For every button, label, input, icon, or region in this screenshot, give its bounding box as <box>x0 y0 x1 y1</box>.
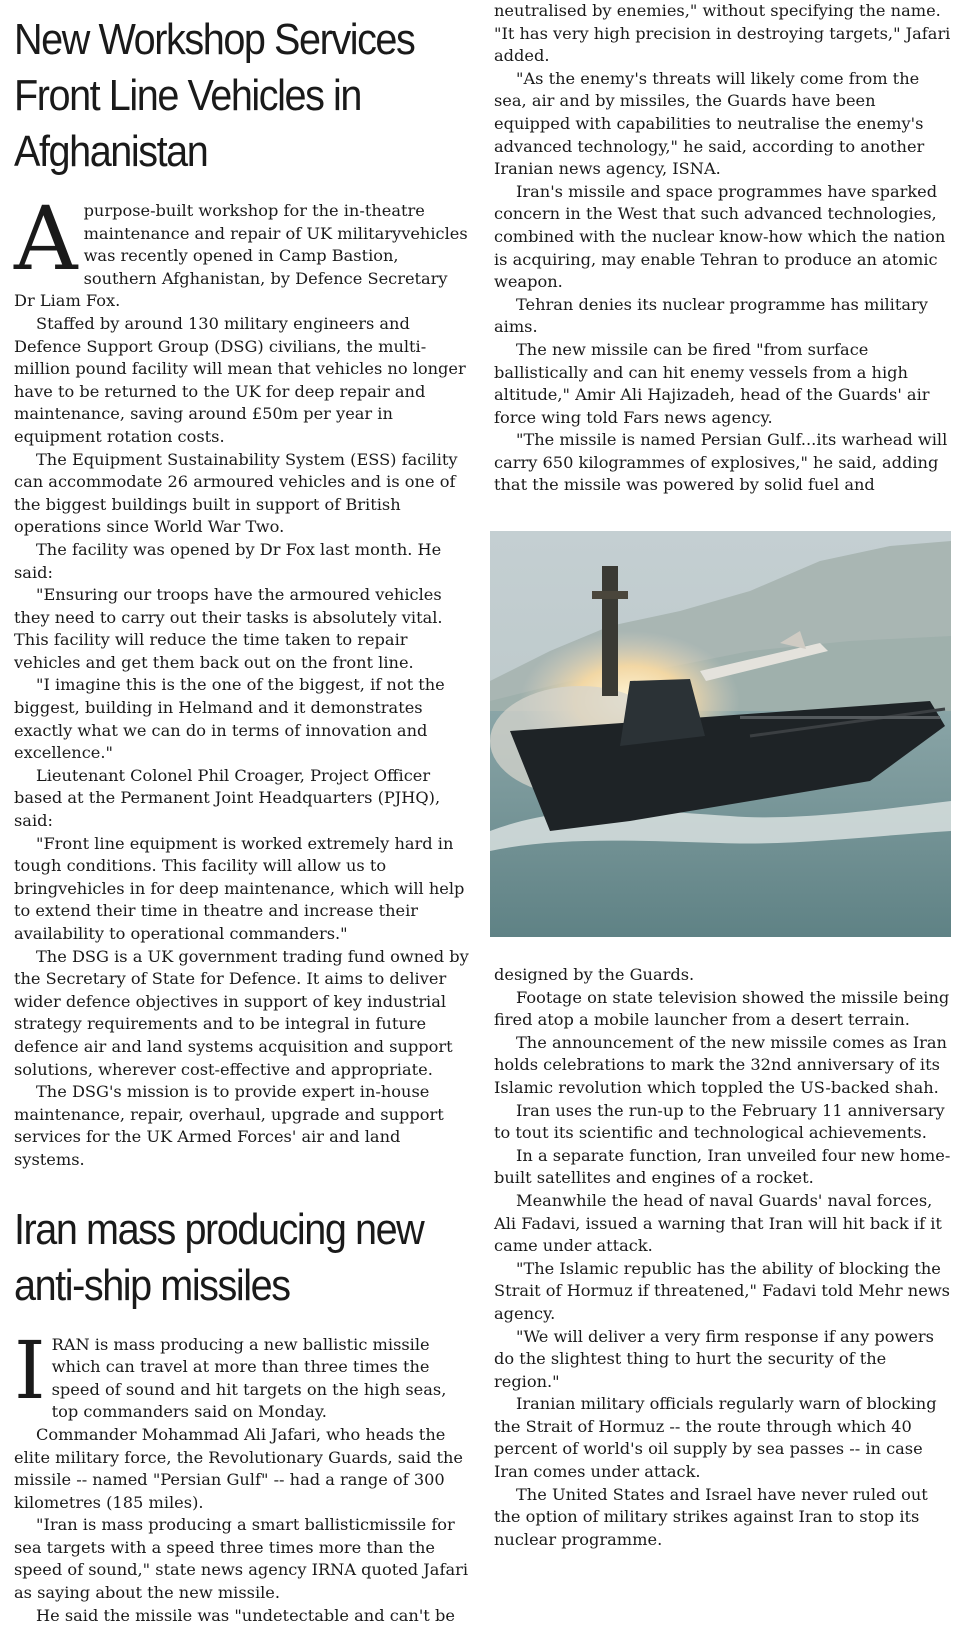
body-paragraph: The DSG's mission is to provide expert in-house maintenance, repair, overhaul, upgrade and support services for the UK Armed Forces' air and land systems. <box>14 1082 444 1169</box>
article-iran-missiles <box>14 1323 472 1627</box>
headline-iran-missiles: Iran mass producing new anti-ship missiles <box>14 1204 424 1310</box>
quote-paragraph: "Iran is mass producing a smart ballisticmissile for sea targets with a speed three times more than the speed of sound," state news agency IRNA quoted Jafari as saying about the new missile. <box>14 1515 469 1603</box>
mast <box>602 566 618 696</box>
lead-paragraph <box>14 1323 472 1424</box>
quote-paragraph: "We will deliver a very firm response if any powers do the slightest thing to hurt the security of the region." <box>494 1326 934 1391</box>
body-paragraph: The announcement of the new missile comes as Iran holds celebrations to mark the 32nd anniversary of its Islamic revolution which toppled the US-backed shah. <box>494 1032 947 1097</box>
body-paragraph: The Equipment Sustainability System (ESS) facility can accommodate 26 armoured vehicles and is one of the biggest buildings built in support of British operations since World War Two. <box>14 449 458 537</box>
missile-launch-photo <box>490 531 951 937</box>
continued-text: designed by the Guards. <box>494 965 695 984</box>
mast-arm <box>592 591 628 599</box>
lead-paragraph <box>14 187 472 313</box>
article-workshop <box>14 187 472 1172</box>
body-paragraph: The facility was opened by Dr Fox last month. He said: <box>14 539 442 582</box>
body-paragraph: Commander Mohammad Ali Jafari, who heads the elite military force, the Revolutionary Guards, said the missile -- named "Persian Gulf" -- had a range of 300 kilometres (185 miles). <box>14 1424 463 1512</box>
left-column <box>14 0 472 1627</box>
quote-paragraph: "Front line equipment is worked extremely hard in tough conditions. This facility will allow us to bringvehicles in for deep maintenance, which will help to extend their time in theatre and increase their availability to operational commanders." <box>14 833 465 943</box>
quote-paragraph: "The missile is named Persian Gulf...its warhead will carry 650 kilogrammes of explosives," he said, adding that the missile was powered by solid fuel and <box>494 430 948 495</box>
body-paragraph: Lieutenant Colonel Phil Croager, Project Officer based at the Permanent Joint Headquarters (PJHQ), said: <box>14 765 441 831</box>
right-column-top <box>494 0 952 497</box>
body-paragraph: The DSG is a UK government trading fund owned by the Secretary of State for Defence. It aims to deliver wider defence objectives in support of key industrial strategy requirements and to be integral in future defence air and land systems acquisition and support solutions, wherever cost-effective and appropriate. <box>14 946 469 1079</box>
body-paragraph: Tehran denies its nuclear programme has military aims. <box>494 294 928 337</box>
body-paragraph: Iranian military officials regularly warn of blocking the Strait of Hormuz -- the route through which 40 percent of world's oil supply by sea passes -- in case Iran comes under attack. <box>494 1394 937 1482</box>
body-paragraph: In a separate function, Iran unveiled four new home-built satellites and engines of a rocket. <box>494 1145 951 1188</box>
continued-text: neutralised by enemies," without specifying the name. "It has very high precision in destroying targets," Jafari added. <box>494 1 951 66</box>
right-column-bottom <box>494 964 952 1551</box>
missile-launch-boat-photo-icon <box>490 531 951 937</box>
boat-cabin <box>620 679 705 746</box>
body-paragraph: Meanwhile the head of naval Guards' naval forces, Ali Fadavi, issued a warning that Iran will hit back if it came under attack. <box>494 1190 942 1256</box>
quote-paragraph: "As the enemy's threats will likely come from the sea, air and by missiles, the Guards have been equipped with capabilities to neutralise the enemy's advanced technology," he said, according to another Iranian news agency, ISNA. <box>494 68 925 179</box>
quote-paragraph: "Ensuring our troops have the armoured vehicles they need to carry out their tasks is absolutely vital. This facility will reduce the time taken to repair vehicles and get them back out on the front line. <box>14 585 443 672</box>
body-paragraph: The United States and Israel have never ruled out the option of military strikes against Iran to stop its nuclear programme. <box>494 1484 928 1549</box>
quote-paragraph: "I imagine this is the one of the biggest, if not the biggest, building in Helmand and it demonstrates exactly what we can do in terms of innovation and excellence." <box>14 675 445 763</box>
body-paragraph: Iran uses the run-up to the February 11 anniversary to tout its scientific and technological achievements. <box>494 1100 945 1143</box>
lead-text: purpose-built workshop for the in-theatre maintenance and repair of UK militaryvehicles was recently opened in Camp Bastion, southern Afghanistan, by Defence Secretary Dr Liam Fox. <box>14 201 468 311</box>
headline-workshop: New Workshop Services Front Line Vehicles in Afghanistan <box>14 15 415 176</box>
drop-cap: I <box>14 1323 46 1417</box>
quote-paragraph: "The Islamic republic has the ability of blocking the Strait of Hormuz if threatened," Fadavi told Mehr news agency. <box>494 1258 950 1323</box>
lead-text: RAN is mass producing a new ballistic missile which can travel at more than three times the speed of sound and hit targets on the high seas, top commanders said on Monday. <box>51 1334 447 1422</box>
body-paragraph: Iran's missile and space programmes have sparked concern in the West that such advanced technologies, combined with the nuclear know-how which the nation is acquiring, may enable Tehran to produce an atomic weapon. <box>494 181 946 292</box>
body-paragraph: He said the missile was "undetectable and can't be <box>36 1605 455 1625</box>
body-paragraph: The new missile can be fired "from surface ballistically and can hit enemy vessels from a high altitude," Amir Ali Hajizadeh, head of the Guards' air force wing told Fars news agency. <box>494 339 930 427</box>
body-paragraph: Staffed by around 130 military engineers and Defence Support Group (DSG) civilians, the multi-million pound facility will mean that vehicles no longer have to be returned to the UK for deep repair and maintenance, saving around £50m per year in equipment rotation costs. <box>14 313 466 446</box>
drop-cap: A <box>14 187 78 290</box>
body-paragraph: Footage on state television showed the missile being fired atop a mobile launcher from a desert terrain. <box>494 987 950 1030</box>
railing <box>740 716 940 719</box>
